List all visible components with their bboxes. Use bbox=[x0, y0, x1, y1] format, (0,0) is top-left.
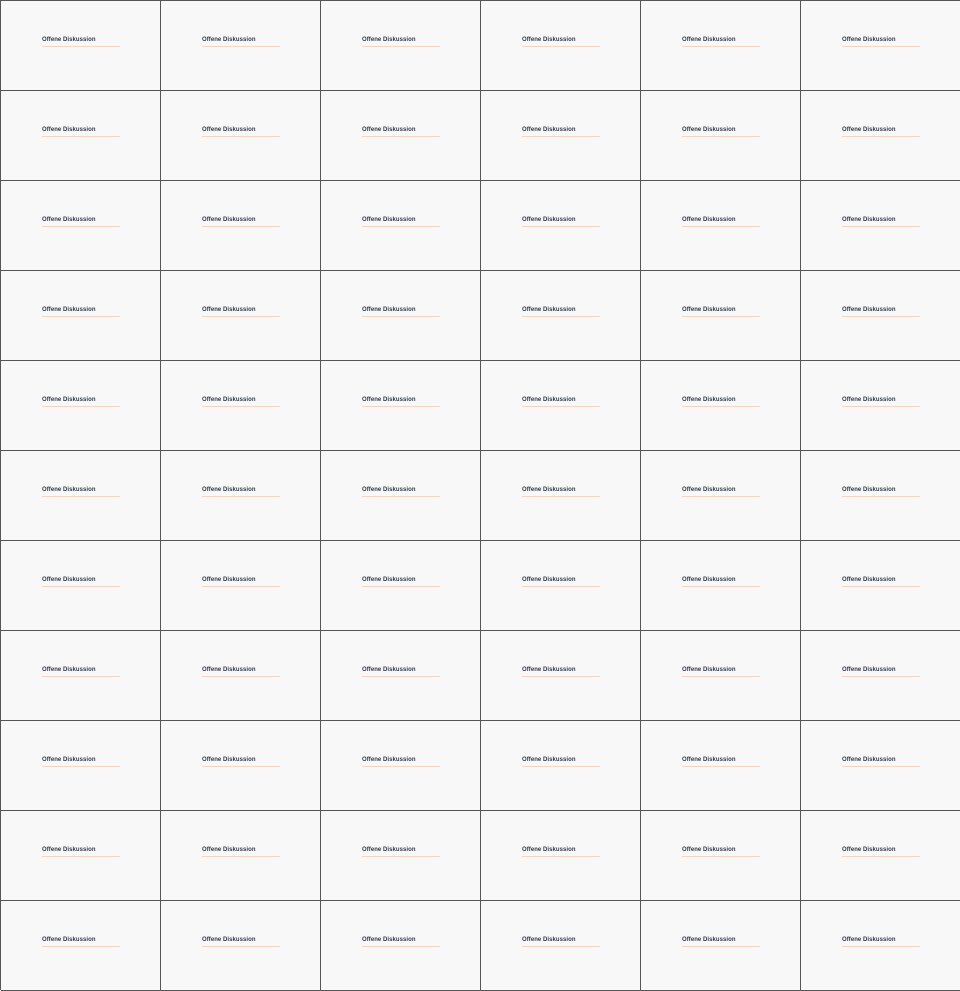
discussion-card-title: Offene Diskussion bbox=[362, 937, 416, 943]
discussion-card-title: Offene Diskussion bbox=[202, 307, 256, 313]
title-underline bbox=[42, 316, 120, 317]
discussion-card[interactable] bbox=[481, 91, 641, 181]
discussion-card-title: Offene Diskussion bbox=[362, 307, 416, 313]
discussion-card[interactable] bbox=[161, 451, 321, 541]
discussion-card[interactable] bbox=[481, 271, 641, 361]
discussion-card-title: Offene Diskussion bbox=[42, 307, 96, 313]
discussion-card-title: Offene Diskussion bbox=[42, 757, 96, 763]
title-underline bbox=[202, 316, 280, 317]
title-underline bbox=[682, 46, 760, 47]
discussion-card-title: Offene Diskussion bbox=[202, 667, 256, 673]
discussion-card-title: Offene Diskussion bbox=[202, 127, 256, 133]
title-underline bbox=[202, 226, 280, 227]
discussion-card[interactable] bbox=[161, 361, 321, 451]
discussion-card-title: Offene Diskussion bbox=[842, 847, 896, 853]
discussion-card-title: Offene Diskussion bbox=[522, 937, 576, 943]
discussion-card[interactable] bbox=[641, 451, 801, 541]
discussion-card-title: Offene Diskussion bbox=[682, 487, 736, 493]
discussion-card[interactable] bbox=[481, 541, 641, 631]
discussion-card[interactable] bbox=[801, 91, 960, 181]
discussion-card[interactable] bbox=[1, 361, 161, 451]
discussion-card-title: Offene Diskussion bbox=[522, 487, 576, 493]
discussion-card[interactable] bbox=[321, 811, 481, 901]
discussion-card-title: Offene Diskussion bbox=[682, 847, 736, 853]
discussion-card-title: Offene Diskussion bbox=[682, 667, 736, 673]
discussion-card[interactable] bbox=[481, 811, 641, 901]
discussion-card[interactable] bbox=[1, 901, 161, 991]
title-underline bbox=[42, 406, 120, 407]
discussion-card-title: Offene Diskussion bbox=[842, 667, 896, 673]
discussion-card[interactable] bbox=[161, 901, 321, 991]
discussion-card-title: Offene Diskussion bbox=[522, 577, 576, 583]
title-underline bbox=[522, 766, 600, 767]
discussion-card-title: Offene Diskussion bbox=[202, 847, 256, 853]
discussion-card-title: Offene Diskussion bbox=[202, 757, 256, 763]
discussion-card-title: Offene Diskussion bbox=[42, 127, 96, 133]
discussion-card[interactable] bbox=[321, 181, 481, 271]
discussion-card-title: Offene Diskussion bbox=[362, 397, 416, 403]
discussion-card-title: Offene Diskussion bbox=[842, 577, 896, 583]
discussion-card[interactable] bbox=[641, 91, 801, 181]
discussion-card-title: Offene Diskussion bbox=[682, 127, 736, 133]
title-underline bbox=[202, 496, 280, 497]
discussion-card[interactable] bbox=[641, 181, 801, 271]
discussion-card[interactable] bbox=[161, 631, 321, 721]
discussion-card-title: Offene Diskussion bbox=[522, 757, 576, 763]
discussion-card[interactable] bbox=[1, 451, 161, 541]
discussion-card-title: Offene Diskussion bbox=[842, 757, 896, 763]
title-underline bbox=[362, 946, 440, 947]
discussion-card[interactable] bbox=[801, 721, 960, 811]
title-underline bbox=[202, 946, 280, 947]
discussion-card[interactable] bbox=[801, 811, 960, 901]
discussion-card[interactable] bbox=[481, 1, 641, 91]
title-underline bbox=[362, 46, 440, 47]
title-underline bbox=[682, 946, 760, 947]
title-underline bbox=[522, 586, 600, 587]
discussion-card[interactable] bbox=[481, 361, 641, 451]
discussion-card[interactable] bbox=[801, 181, 960, 271]
title-underline bbox=[842, 316, 920, 317]
discussion-card-title: Offene Diskussion bbox=[42, 37, 96, 43]
title-underline bbox=[682, 676, 760, 677]
discussion-card-title: Offene Diskussion bbox=[202, 577, 256, 583]
title-underline bbox=[522, 856, 600, 857]
title-underline bbox=[522, 226, 600, 227]
title-underline bbox=[202, 46, 280, 47]
title-underline bbox=[42, 586, 120, 587]
discussion-card[interactable] bbox=[481, 721, 641, 811]
discussion-card[interactable] bbox=[161, 181, 321, 271]
discussion-card-title: Offene Diskussion bbox=[842, 217, 896, 223]
discussion-card-title: Offene Diskussion bbox=[202, 37, 256, 43]
discussion-card-title: Offene Diskussion bbox=[842, 37, 896, 43]
discussion-card-title: Offene Diskussion bbox=[362, 217, 416, 223]
title-underline bbox=[42, 46, 120, 47]
discussion-card[interactable] bbox=[161, 721, 321, 811]
title-underline bbox=[842, 46, 920, 47]
title-underline bbox=[842, 496, 920, 497]
discussion-card-title: Offene Diskussion bbox=[362, 667, 416, 673]
title-underline bbox=[202, 586, 280, 587]
discussion-card[interactable] bbox=[161, 811, 321, 901]
discussion-card[interactable] bbox=[641, 1, 801, 91]
discussion-card-title: Offene Diskussion bbox=[682, 397, 736, 403]
title-underline bbox=[842, 586, 920, 587]
title-underline bbox=[362, 766, 440, 767]
discussion-card[interactable] bbox=[1, 1, 161, 91]
discussion-card[interactable] bbox=[161, 541, 321, 631]
discussion-card-title: Offene Diskussion bbox=[522, 667, 576, 673]
title-underline bbox=[362, 226, 440, 227]
title-underline bbox=[362, 676, 440, 677]
discussion-card[interactable] bbox=[1, 541, 161, 631]
discussion-card[interactable] bbox=[641, 811, 801, 901]
title-underline bbox=[522, 136, 600, 137]
discussion-card-title: Offene Diskussion bbox=[842, 487, 896, 493]
title-underline bbox=[682, 136, 760, 137]
title-underline bbox=[682, 496, 760, 497]
discussion-card[interactable] bbox=[1, 91, 161, 181]
discussion-card[interactable] bbox=[801, 631, 960, 721]
title-underline bbox=[682, 316, 760, 317]
discussion-card-title: Offene Diskussion bbox=[362, 577, 416, 583]
title-underline bbox=[842, 946, 920, 947]
discussion-card[interactable] bbox=[481, 181, 641, 271]
title-underline bbox=[202, 406, 280, 407]
discussion-card-title: Offene Diskussion bbox=[202, 217, 256, 223]
title-underline bbox=[682, 856, 760, 857]
discussion-card[interactable] bbox=[321, 91, 481, 181]
discussion-card[interactable] bbox=[481, 901, 641, 991]
discussion-card[interactable] bbox=[1, 811, 161, 901]
discussion-card[interactable] bbox=[1, 631, 161, 721]
discussion-card-title: Offene Diskussion bbox=[522, 127, 576, 133]
discussion-card[interactable] bbox=[161, 91, 321, 181]
discussion-card-title: Offene Diskussion bbox=[42, 847, 96, 853]
discussion-card[interactable] bbox=[801, 541, 960, 631]
title-underline bbox=[682, 766, 760, 767]
discussion-card[interactable] bbox=[641, 901, 801, 991]
title-underline bbox=[682, 586, 760, 587]
discussion-card-title: Offene Diskussion bbox=[362, 37, 416, 43]
discussion-card-title: Offene Diskussion bbox=[522, 217, 576, 223]
discussion-card[interactable] bbox=[321, 631, 481, 721]
title-underline bbox=[522, 676, 600, 677]
discussion-card-title: Offene Diskussion bbox=[362, 127, 416, 133]
title-underline bbox=[42, 766, 120, 767]
discussion-card[interactable] bbox=[321, 451, 481, 541]
title-underline bbox=[522, 496, 600, 497]
discussion-card-title: Offene Diskussion bbox=[202, 397, 256, 403]
discussion-card[interactable] bbox=[641, 631, 801, 721]
title-underline bbox=[362, 586, 440, 587]
discussion-card-title: Offene Diskussion bbox=[522, 397, 576, 403]
discussion-card[interactable] bbox=[161, 271, 321, 361]
title-underline bbox=[202, 676, 280, 677]
discussion-card-title: Offene Diskussion bbox=[842, 937, 896, 943]
discussion-card[interactable] bbox=[481, 631, 641, 721]
title-underline bbox=[842, 676, 920, 677]
discussion-card[interactable] bbox=[321, 271, 481, 361]
title-underline bbox=[682, 226, 760, 227]
title-underline bbox=[362, 856, 440, 857]
discussion-card[interactable] bbox=[641, 271, 801, 361]
title-underline bbox=[42, 856, 120, 857]
discussion-card-title: Offene Diskussion bbox=[522, 847, 576, 853]
discussion-card-title: Offene Diskussion bbox=[842, 397, 896, 403]
discussion-card-title: Offene Diskussion bbox=[42, 667, 96, 673]
discussion-card-title: Offene Diskussion bbox=[682, 37, 736, 43]
discussion-card[interactable] bbox=[321, 541, 481, 631]
discussion-card-title: Offene Diskussion bbox=[42, 577, 96, 583]
discussion-card-title: Offene Diskussion bbox=[42, 937, 96, 943]
title-underline bbox=[842, 136, 920, 137]
discussion-card-title: Offene Diskussion bbox=[522, 307, 576, 313]
title-underline bbox=[202, 766, 280, 767]
discussion-card-title: Offene Diskussion bbox=[842, 307, 896, 313]
title-underline bbox=[842, 226, 920, 227]
discussion-card-title: Offene Diskussion bbox=[362, 487, 416, 493]
title-underline bbox=[682, 406, 760, 407]
discussion-card[interactable] bbox=[641, 721, 801, 811]
discussion-card-title: Offene Diskussion bbox=[682, 757, 736, 763]
title-underline bbox=[42, 226, 120, 227]
title-underline bbox=[522, 46, 600, 47]
discussion-card[interactable] bbox=[481, 451, 641, 541]
discussion-card-title: Offene Diskussion bbox=[682, 307, 736, 313]
discussion-card[interactable] bbox=[1, 271, 161, 361]
discussion-card[interactable] bbox=[1, 181, 161, 271]
discussion-card-title: Offene Diskussion bbox=[682, 937, 736, 943]
title-underline bbox=[522, 946, 600, 947]
title-underline bbox=[362, 316, 440, 317]
title-underline bbox=[362, 496, 440, 497]
discussion-card-title: Offene Diskussion bbox=[202, 487, 256, 493]
title-underline bbox=[842, 406, 920, 407]
title-underline bbox=[842, 766, 920, 767]
title-underline bbox=[202, 136, 280, 137]
title-underline bbox=[362, 136, 440, 137]
title-underline bbox=[362, 406, 440, 407]
discussion-card[interactable] bbox=[641, 541, 801, 631]
discussion-card[interactable] bbox=[801, 1, 960, 91]
discussion-card-title: Offene Diskussion bbox=[362, 847, 416, 853]
title-underline bbox=[202, 856, 280, 857]
title-underline bbox=[42, 946, 120, 947]
title-underline bbox=[842, 856, 920, 857]
discussion-card[interactable] bbox=[321, 361, 481, 451]
discussion-card-title: Offene Diskussion bbox=[42, 217, 96, 223]
discussion-card-title: Offene Diskussion bbox=[682, 217, 736, 223]
discussion-card[interactable] bbox=[1, 721, 161, 811]
discussion-card[interactable] bbox=[321, 1, 481, 91]
title-underline bbox=[522, 316, 600, 317]
discussion-card[interactable] bbox=[641, 361, 801, 451]
discussion-card-title: Offene Diskussion bbox=[202, 937, 256, 943]
discussion-card[interactable] bbox=[801, 361, 960, 451]
discussion-card[interactable] bbox=[801, 451, 960, 541]
discussion-card[interactable] bbox=[321, 901, 481, 991]
discussion-card-title: Offene Diskussion bbox=[682, 577, 736, 583]
discussion-card-title: Offene Diskussion bbox=[42, 487, 96, 493]
discussion-card[interactable] bbox=[321, 721, 481, 811]
title-underline bbox=[42, 676, 120, 677]
discussion-card-title: Offene Diskussion bbox=[522, 37, 576, 43]
discussion-card[interactable] bbox=[801, 271, 960, 361]
discussion-card-title: Offene Diskussion bbox=[42, 397, 96, 403]
title-underline bbox=[522, 406, 600, 407]
discussion-card[interactable] bbox=[801, 901, 960, 991]
title-underline bbox=[42, 496, 120, 497]
discussion-card-title: Offene Diskussion bbox=[362, 757, 416, 763]
discussion-card-title: Offene Diskussion bbox=[842, 127, 896, 133]
title-underline bbox=[42, 136, 120, 137]
discussion-card[interactable] bbox=[161, 1, 321, 91]
